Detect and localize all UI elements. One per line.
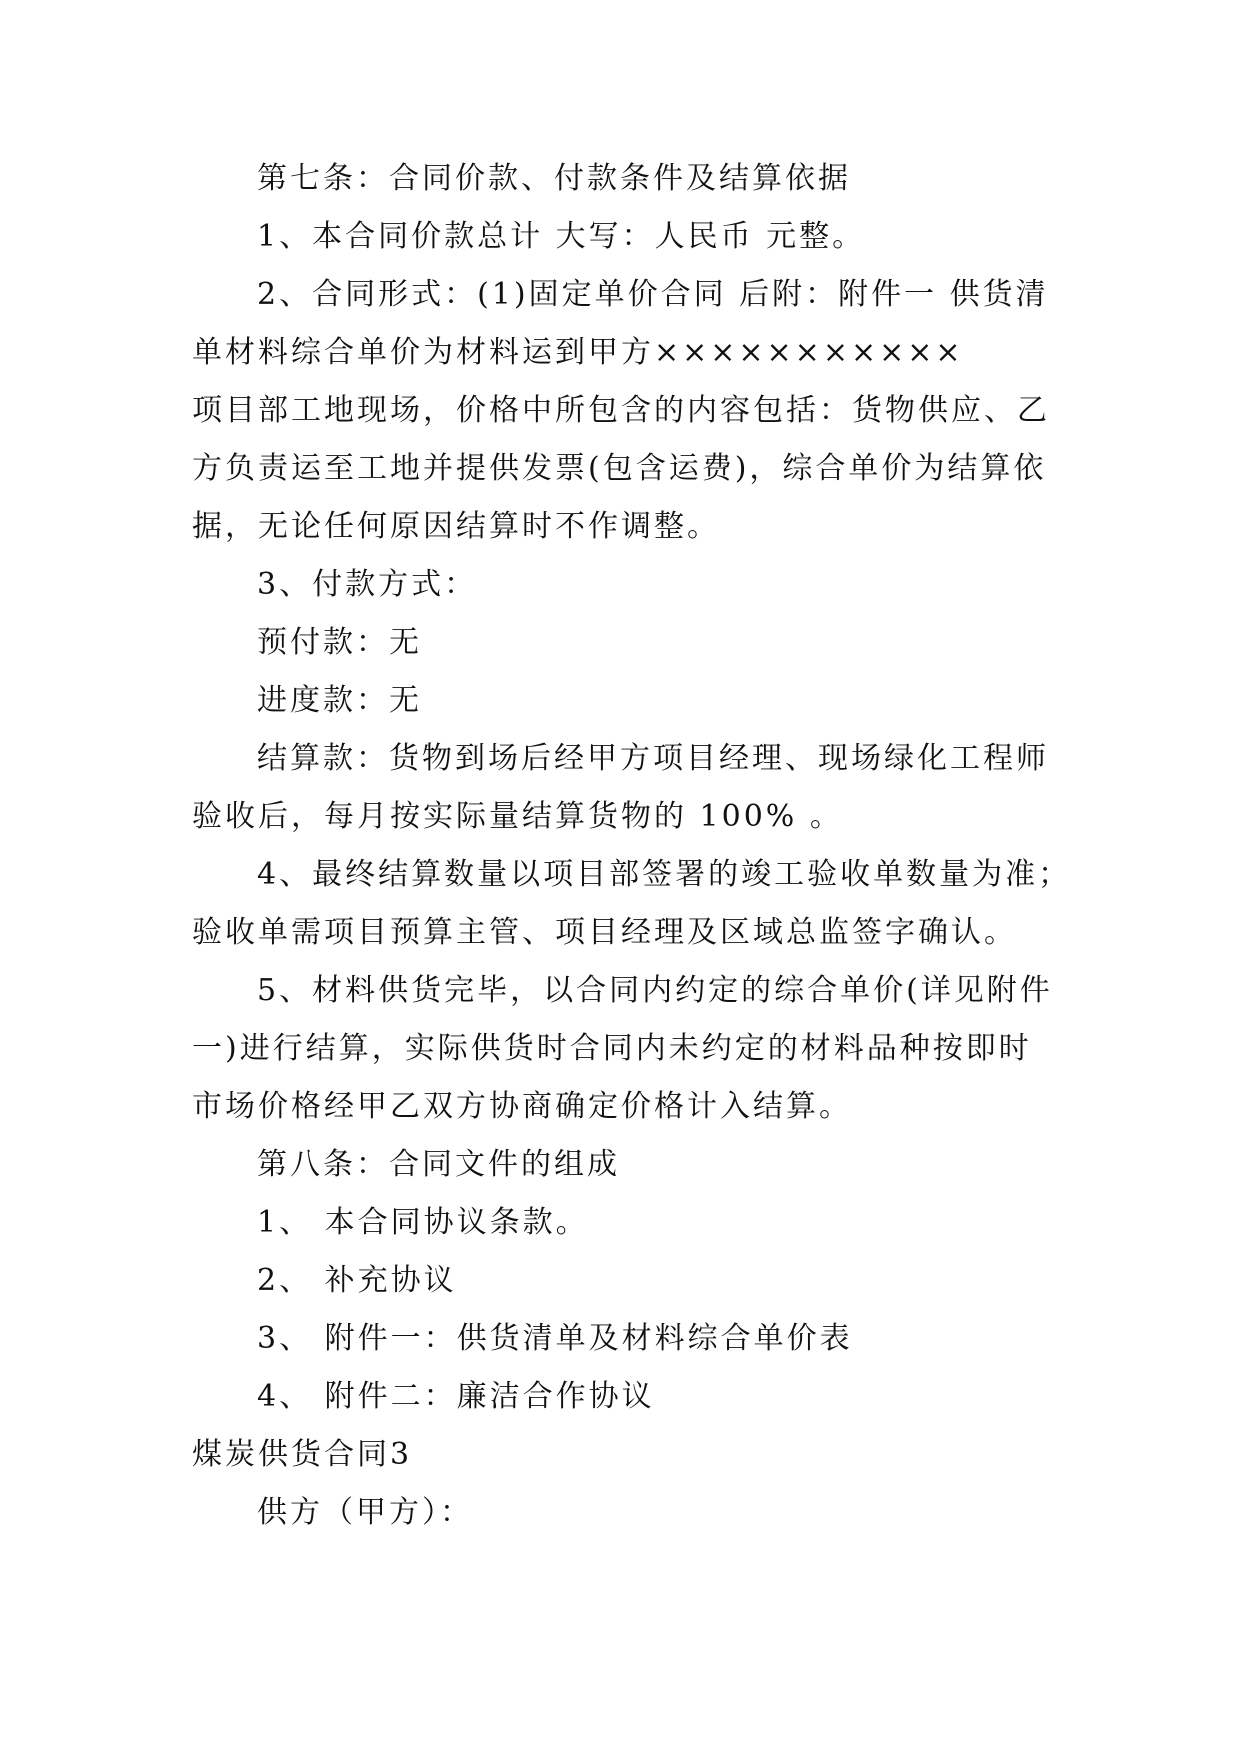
paragraph-line: 进度款：无 (257, 683, 422, 718)
article-7-heading: 第七条：合同价款、付款条件及结算依据 (257, 161, 851, 196)
paragraph-line: 项目部工地现场，价格中所包含的内容包括：货物供应、乙 (192, 393, 1050, 428)
list-item: 1、 本合同协议条款。 (257, 1205, 589, 1240)
paragraph-line: 2、合同形式：(1)固定单价合同 后附：附件一 供货清 (257, 277, 1049, 312)
paragraph-line: 1、本合同价款总计 大写：人民币 元整。 (257, 219, 866, 254)
paragraph-line: 4、最终结算数量以项目部签署的竣工验收单数量为准； (257, 857, 1072, 892)
paragraph-line: 单材料综合单价为材料运到甲方××××××××××× (192, 335, 964, 370)
list-item: 3、 附件一：供货清单及材料综合单价表 (257, 1321, 853, 1356)
list-item: 2、 补充协议 (257, 1263, 457, 1298)
paragraph-line: 结算款：货物到场后经甲方项目经理、现场绿化工程师 (257, 741, 1049, 776)
paragraph-line: 5、材料供货完毕，以合同内约定的综合单价(详见附件 (257, 973, 1053, 1008)
paragraph-line: 据，无论任何原因结算时不作调整。 (192, 509, 720, 544)
paragraph-line: 预付款：无 (257, 625, 422, 660)
article-8-heading: 第八条：合同文件的组成 (257, 1147, 620, 1182)
paragraph-line: 供方（甲方）： (257, 1495, 473, 1530)
paragraph-line: 一)进行结算，实际供货时合同内未约定的材料品种按即时 (192, 1031, 1032, 1066)
paragraph-line: 3、付款方式： (257, 567, 478, 602)
paragraph-line: 方负责运至工地并提供发票(包含运费)，综合单价为结算依 (192, 451, 1047, 486)
paragraph-line: 市场价格经甲乙双方协商确定价格计入结算。 (192, 1089, 852, 1124)
document-page (192, 150, 1072, 1542)
paragraph-line: 验收后，每月按实际量结算货物的 100% 。 (192, 799, 843, 834)
section-title: 煤炭供货合同3 (192, 1437, 413, 1472)
paragraph-line: 验收单需项目预算主管、项目经理及区域总监签字确认。 (192, 915, 1017, 950)
list-item: 4、 附件二：廉洁合作协议 (257, 1379, 655, 1414)
